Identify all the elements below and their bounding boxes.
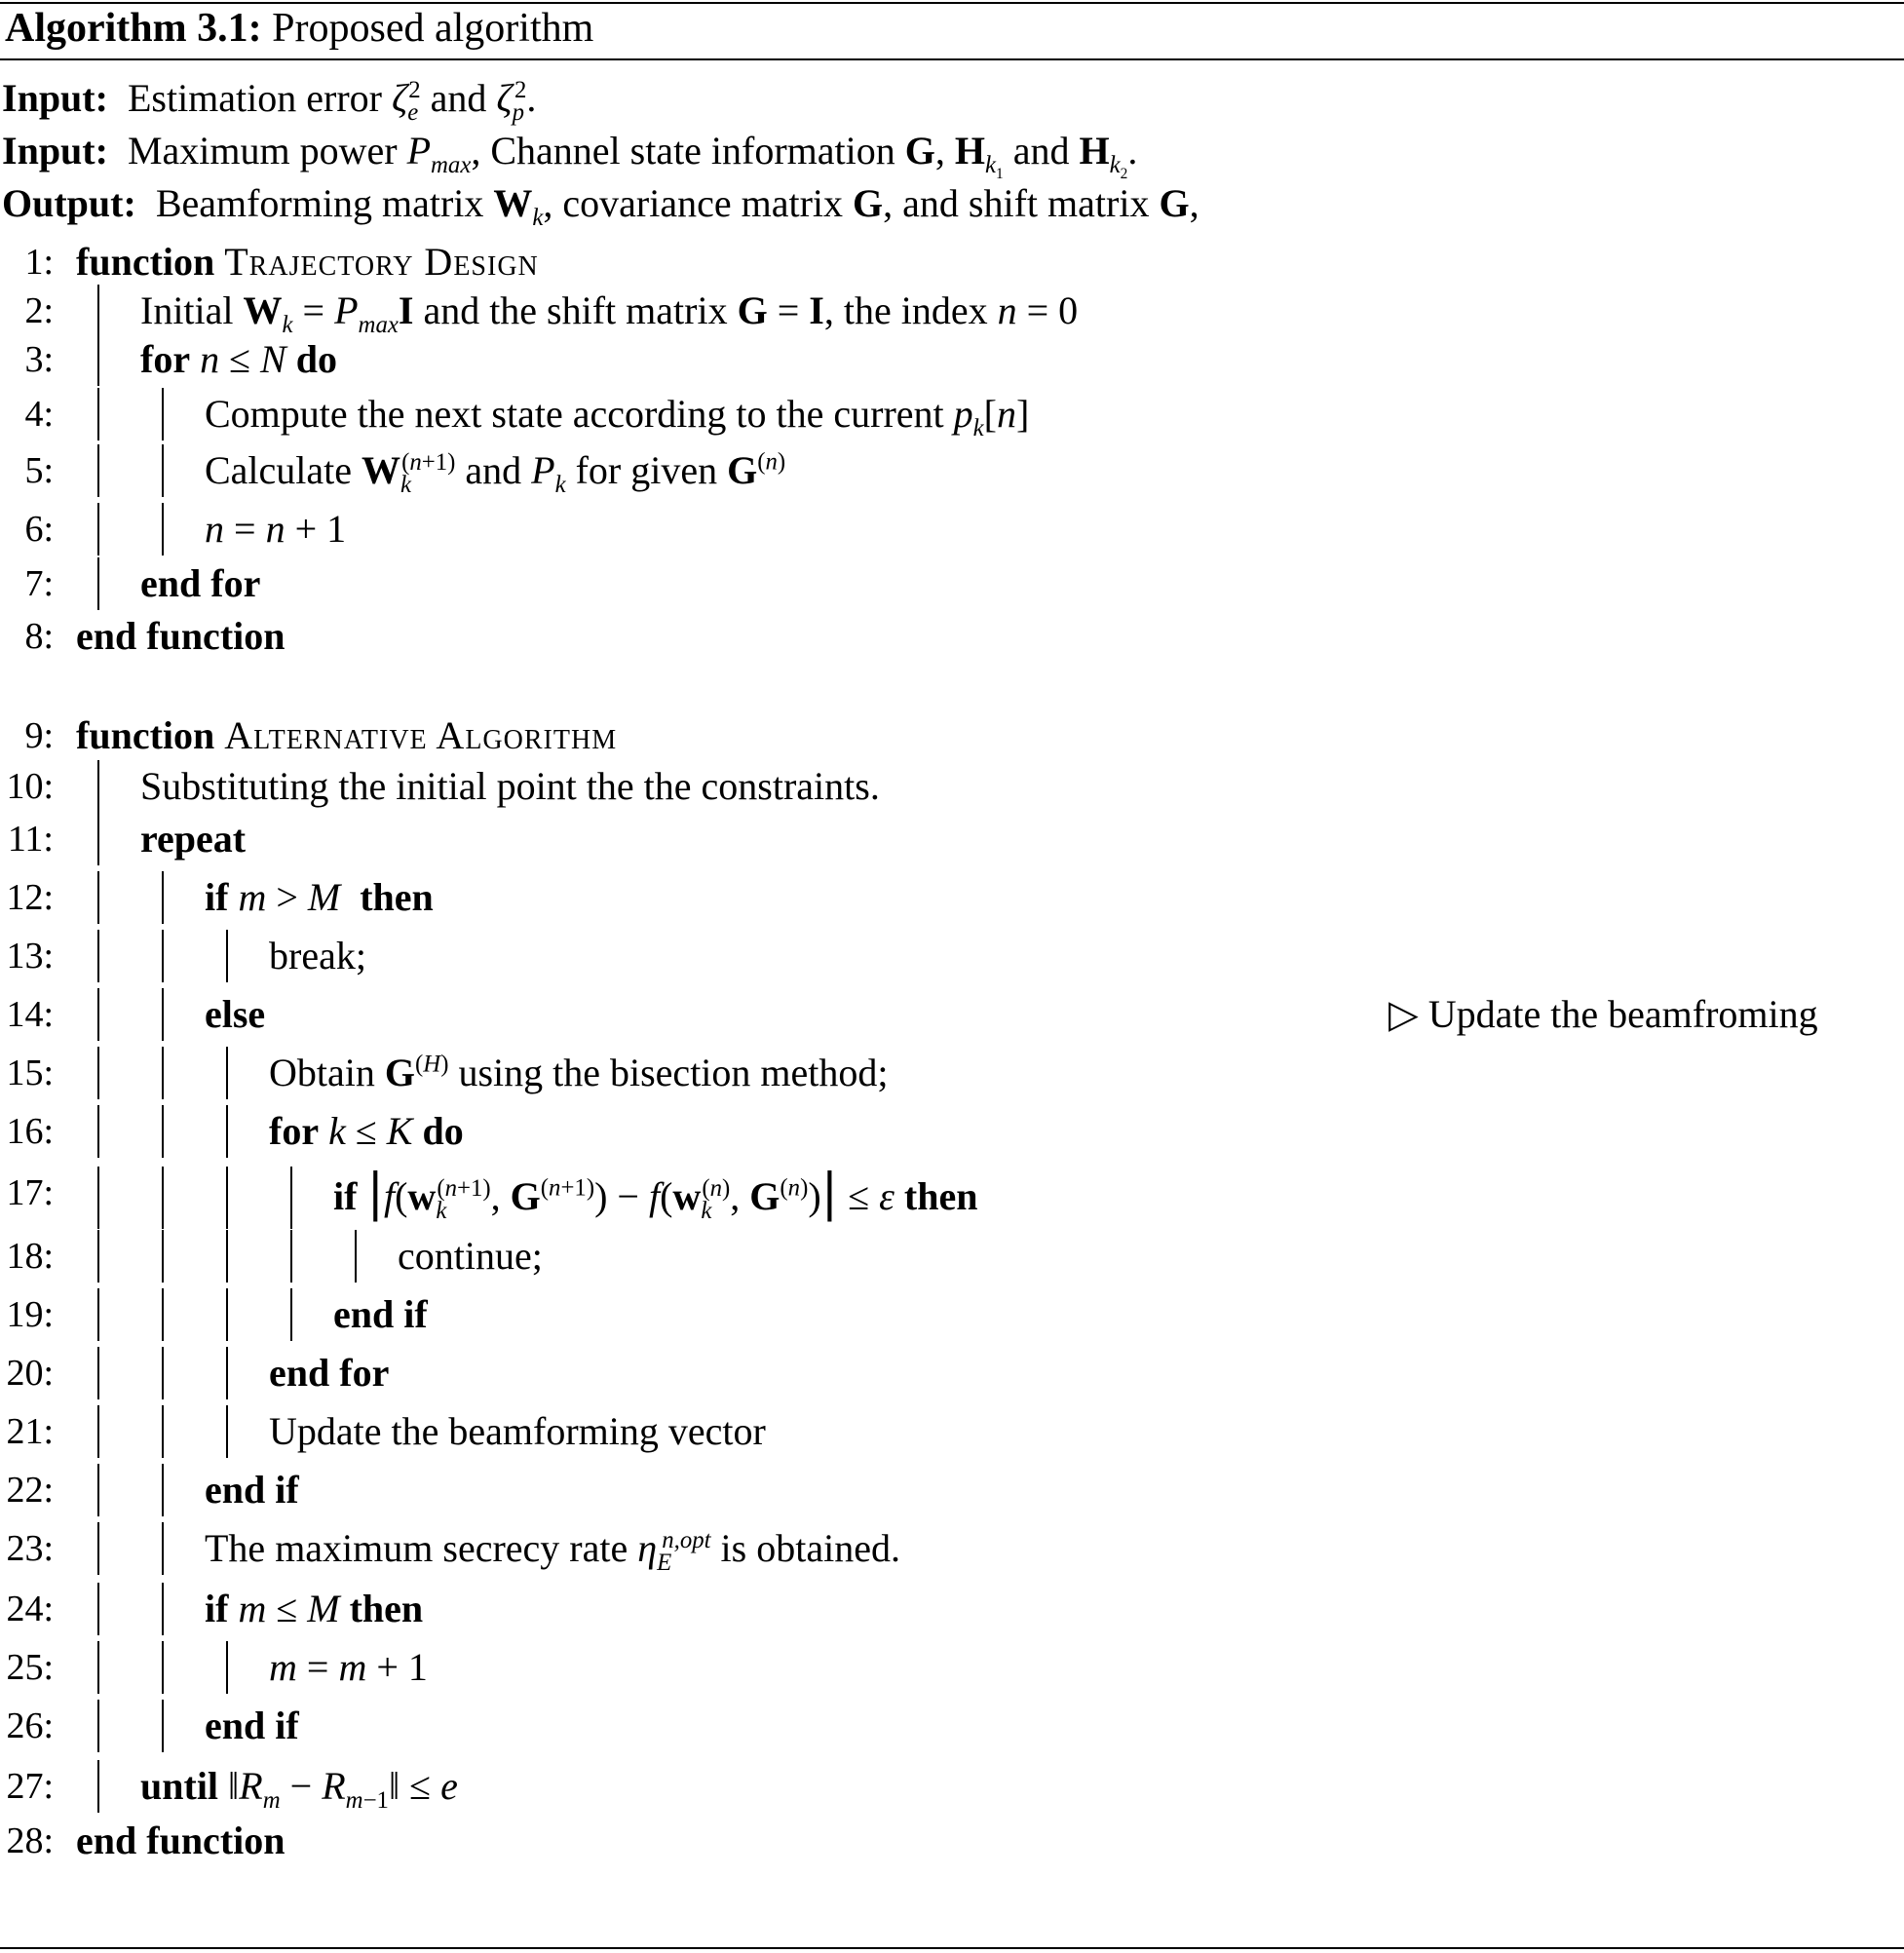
line-number: 10: — [6, 766, 54, 807]
line-number: 18: — [6, 1236, 54, 1277]
algorithm-line — [0, 1811, 1904, 1871]
io-key: Input: — [2, 129, 108, 172]
indent-bar — [97, 988, 99, 1041]
line-number: 16: — [6, 1111, 54, 1152]
indent-bar — [226, 1347, 228, 1399]
statement: function Trajectory Design — [76, 240, 539, 284]
statement: if $|f(w_k^{(n+1)}$, $G^{(n+1)}) - f(w_k^{(n)}$, $G^{(n)})| \le \varepsilon$ then — [333, 1164, 978, 1224]
algorithm-line — [0, 1460, 1904, 1520]
indent-bar — [162, 444, 164, 497]
line-number: 5: — [24, 450, 54, 491]
algorithm-line — [0, 1756, 1904, 1817]
statement: end if — [205, 1704, 299, 1747]
algorithm-line — [0, 809, 1904, 869]
indent-bar — [97, 1230, 99, 1283]
algorithm-line — [0, 984, 1904, 1045]
statement: continue; — [398, 1234, 543, 1278]
line-number: 1: — [24, 242, 54, 283]
indent-bar — [290, 1230, 292, 1283]
statement: n = n + 1 — [205, 507, 347, 551]
statement: end if — [333, 1292, 428, 1336]
indent-bar — [226, 1641, 228, 1694]
line-number: 25: — [6, 1647, 54, 1688]
algorithm-line — [0, 867, 1904, 928]
input-line-1: Input: Estimation error $\zeta_e^2$ and $\zeta_p^2$. — [2, 76, 537, 126]
indent-bar — [226, 1167, 228, 1229]
line-number: 17: — [6, 1172, 54, 1213]
caption-title: Proposed algorithm — [272, 6, 594, 51]
statement: for n ≤ N do — [140, 337, 337, 381]
indent-bar — [226, 930, 228, 982]
statement: Initial $W_k = P_{max}I$ and the shift matrix G = I, the index n = 0 — [140, 288, 1079, 338]
indent-bar — [162, 1105, 164, 1158]
statement: end function — [76, 1819, 286, 1862]
bottom-rule — [0, 1947, 1904, 1949]
indent-bar — [162, 930, 164, 982]
caption-rule — [0, 58, 1904, 60]
indent-bar — [97, 1347, 99, 1399]
algorithm-line — [0, 1163, 1904, 1233]
indent-bar — [162, 1047, 164, 1099]
algorithm-line — [0, 1043, 1904, 1103]
line-number: 4: — [24, 394, 54, 435]
statement: break; — [269, 934, 366, 977]
indent-bar — [97, 333, 99, 386]
statement: Substituting the initial point the the constraints. — [140, 764, 880, 808]
indent-bar — [226, 1047, 228, 1099]
statement: end function — [76, 614, 286, 658]
indent-bar — [162, 1347, 164, 1399]
algorithm-line — [0, 1226, 1904, 1286]
indent-bar — [162, 1641, 164, 1694]
statement: if m > M then — [205, 875, 434, 919]
indent-bar — [290, 1167, 292, 1229]
statement: Compute the next state according to the current $p_k[n]$ — [205, 392, 1030, 441]
indent-bar — [162, 1700, 164, 1752]
indent-bar — [162, 871, 164, 924]
indent-bar — [97, 1047, 99, 1099]
statement: repeat — [140, 817, 247, 861]
indent-bar — [97, 1522, 99, 1575]
statement: m = m + 1 — [269, 1645, 428, 1689]
line-number: 14: — [6, 994, 54, 1035]
algorithm-line — [0, 756, 1904, 817]
statement: for k ≤ K do — [269, 1109, 464, 1153]
statement: until $‖R_m$ − $R_{m-1}‖ \le e$ — [140, 1764, 458, 1814]
line-number: 15: — [6, 1053, 54, 1093]
indent-bar — [162, 1405, 164, 1458]
indent-bar — [97, 444, 99, 497]
statement: Update the beamforming vector — [269, 1409, 766, 1453]
indent-bar — [226, 1105, 228, 1158]
indent-bar — [162, 1522, 164, 1575]
line-number: 12: — [6, 877, 54, 918]
indent-bar — [162, 1167, 164, 1229]
algorithm-line — [0, 499, 1904, 559]
algorithm-line — [0, 1101, 1904, 1162]
line-number: 19: — [6, 1294, 54, 1335]
indent-bar — [290, 1288, 292, 1341]
line-number: 24: — [6, 1589, 54, 1629]
algorithm-line — [0, 926, 1904, 986]
line-number: 9: — [24, 715, 54, 756]
indent-bar — [97, 1760, 99, 1813]
statement: function Alternative Algorithm — [76, 713, 618, 757]
statement: end if — [205, 1468, 299, 1512]
statement: if m ≤ M then — [205, 1587, 424, 1630]
algorithm-caption — [5, 0, 593, 57]
algorithm-line — [0, 1518, 1904, 1579]
indent-bar — [97, 871, 99, 924]
indent-bar — [226, 1288, 228, 1341]
line-number: 6: — [24, 509, 54, 550]
line-number: 22: — [6, 1470, 54, 1511]
indent-bar — [97, 1288, 99, 1341]
algorithm-line — [0, 606, 1904, 667]
output-line: Output: Beamforming matrix $W_k$, covariance matrix G, and shift matrix G, — [2, 181, 1200, 231]
statement: Obtain $G^{(H)}$ using the bisection method; — [269, 1051, 889, 1094]
line-number: 23: — [6, 1528, 54, 1569]
algorithm-line — [0, 554, 1904, 614]
line-number: 3: — [24, 339, 54, 380]
indent-bar — [162, 988, 164, 1041]
line-number: 2: — [24, 290, 54, 331]
indent-bar — [162, 1464, 164, 1516]
line-number: 27: — [6, 1766, 54, 1807]
line-number: 11: — [7, 819, 54, 860]
indent-bar — [97, 1700, 99, 1752]
line-number: 20: — [6, 1353, 54, 1394]
indent-bar — [162, 388, 164, 440]
caption-label: Algorithm 3.1: — [5, 6, 262, 51]
line-number: 26: — [6, 1705, 54, 1746]
input-line-2: Input: Maximum power $P_{max}$, Channel state information G, $H_{k_1}$ and $H_{k_2}$. — [2, 129, 1138, 182]
line-number: 28: — [6, 1820, 54, 1861]
indent-bar — [162, 503, 164, 555]
indent-bar — [97, 760, 99, 813]
algorithm-line — [0, 1401, 1904, 1462]
indent-bar — [97, 1167, 99, 1229]
algorithm-line — [0, 1579, 1904, 1639]
line-number: 13: — [6, 936, 54, 976]
algorithm-line — [0, 1343, 1904, 1403]
statement: else — [205, 992, 266, 1036]
io-key: Input: — [2, 76, 108, 120]
statement: end for — [140, 561, 261, 605]
algorithm-line — [0, 1284, 1904, 1345]
indent-bar — [97, 503, 99, 555]
indent-bar — [162, 1230, 164, 1283]
indent-bar — [162, 1583, 164, 1635]
indent-bar — [97, 930, 99, 982]
algorithm-line — [0, 384, 1904, 444]
indent-bar — [97, 1405, 99, 1458]
statement: The maximum secrecy rate $\eta_E^{n,opt}$ is obtained. — [205, 1526, 900, 1576]
line-number: 7: — [24, 563, 54, 604]
line-number: 8: — [24, 616, 54, 657]
indent-bar — [97, 1464, 99, 1516]
indent-bar — [97, 557, 99, 610]
indent-bar — [226, 1405, 228, 1458]
algorithm-line — [0, 1696, 1904, 1756]
indent-bar — [97, 813, 99, 865]
algorithm-line — [0, 1637, 1904, 1698]
indent-bar — [226, 1230, 228, 1283]
line-number: 21: — [6, 1411, 54, 1452]
indent-bar — [97, 1105, 99, 1158]
statement: end for — [269, 1351, 390, 1395]
indent-bar — [355, 1230, 357, 1283]
algorithm-line — [0, 440, 1904, 501]
statement: Calculate $W_k^{(n+1)}$ and $P_k$ for given $G^{(n)}$ — [205, 448, 786, 498]
indent-bar — [97, 1583, 99, 1635]
line-comment: ▷ Update the beamfroming — [1389, 992, 1818, 1036]
indent-bar — [97, 1641, 99, 1694]
indent-bar — [97, 388, 99, 440]
io-key: Output: — [2, 181, 136, 225]
algorithm-line — [0, 329, 1904, 390]
indent-bar — [162, 1288, 164, 1341]
